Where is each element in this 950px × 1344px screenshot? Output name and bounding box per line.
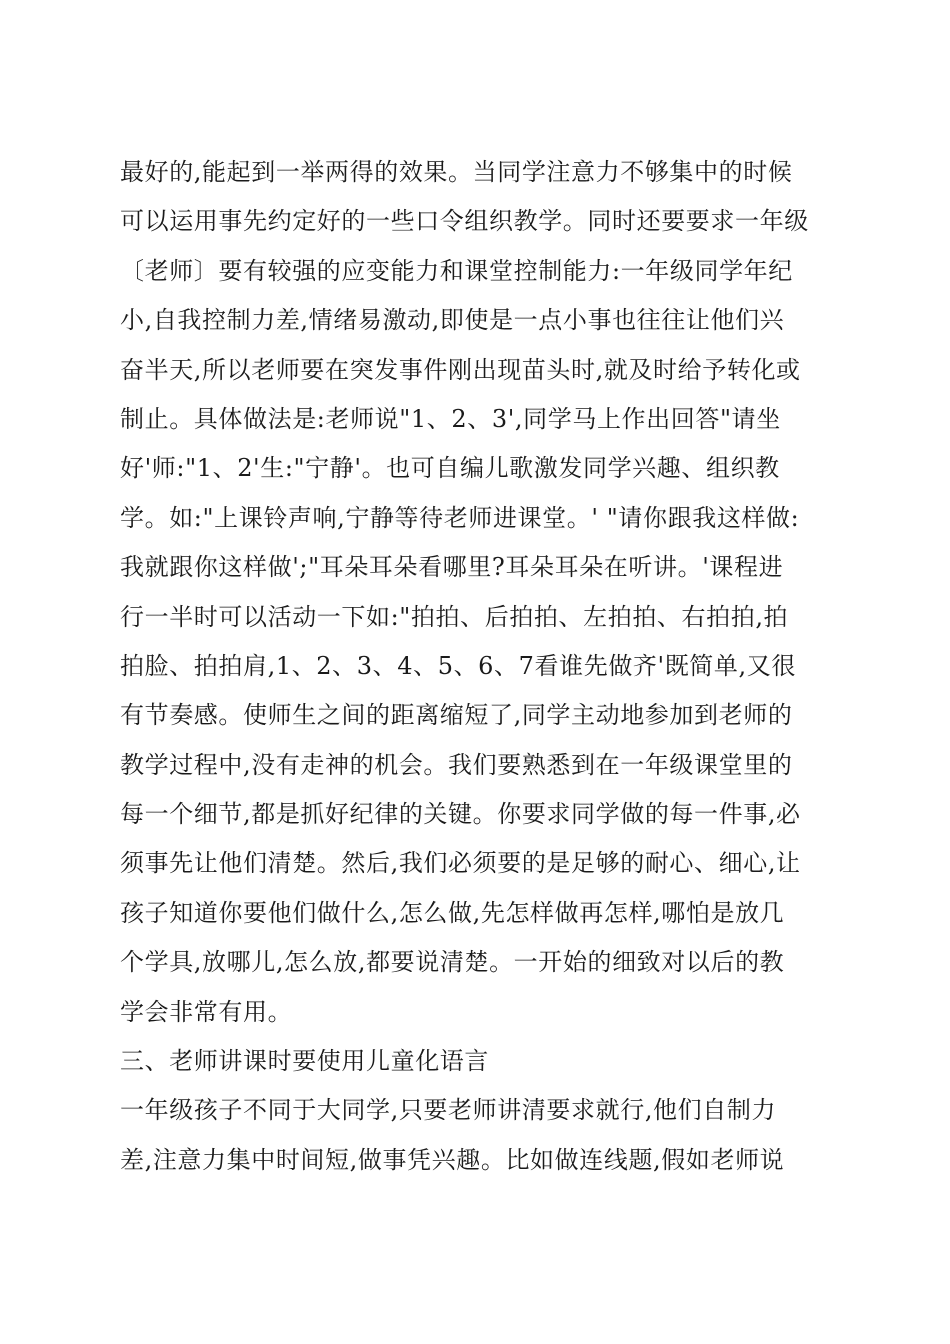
body-text: [120, 148, 835, 1185]
text-line: 拍脸、拍拍肩,1、2、3、4、5、6、7看谁先做齐'既简单,又很: [120, 651, 796, 680]
text-line: 一年级孩子不同于大同学,只要老师讲清要求就行,他们自制力: [120, 1096, 777, 1125]
text-line: 孩子知道你要他们做什么,怎么做,先怎样做再怎样,哪怕是放几: [120, 898, 785, 927]
text-line: 最好的,能起到一举两得的效果。当同学注意力不够集中的时候: [120, 158, 793, 186]
text-line: 差,注意力集中时间短,做事凭兴趣。比如做连线题,假如老师说: [120, 1145, 785, 1174]
text-line: 制止。具体做法是:老师说"1、2、3',同学马上作出回答"请坐: [120, 404, 781, 433]
text-line: 个学具,放哪儿,怎么放,都要说清楚。一开始的细致对以后的教: [120, 948, 785, 977]
text-line: 小,自我控制力差,情绪易激动,即使是一点小事也往往让他们兴: [120, 306, 785, 335]
text-line: 学。如:"上课铃声响,宁静等待老师进课堂。' "请你跟我这样做:: [120, 503, 800, 532]
text-line: 我就跟你这样做';"耳朵耳朵看哪里?耳朵耳朵在听讲。'课程进: [120, 553, 784, 582]
text-line: 奋半天,所以老师要在突发事件刚出现苗头时,就及时给予转化或: [120, 355, 801, 384]
section-heading: 三、老师讲课时要使用儿童化语言: [120, 1047, 489, 1076]
text-line: 学会非常有用。: [120, 997, 293, 1026]
text-line: 好'师:"1、2'生:"宁静'。也可自编儿歌激发同学兴趣、组织教: [120, 454, 780, 483]
text-line: 〔老师〕要有较强的应变能力和课堂控制能力:一年级同学年纪: [120, 256, 793, 285]
text-line: 有节奏感。使师生之间的距离缩短了,同学主动地参加到老师的: [120, 701, 793, 730]
text-line: 行一半时可以活动一下如:"拍拍、后拍拍、左拍拍、右拍拍,拍: [120, 602, 789, 631]
text-line: 可以运用事先约定好的一些口令组织教学。同时还要要求一年级: [120, 207, 809, 236]
text-line: 每一个细节,都是抓好纪律的关键。你要求同学做的每一件事,必: [120, 800, 801, 829]
text-line: 须事先让他们清楚。然后,我们必须要的是足够的耐心、细心,让: [120, 849, 801, 878]
text-line: 教学过程中,没有走神的机会。我们要熟悉到在一年级课堂里的: [120, 750, 793, 779]
